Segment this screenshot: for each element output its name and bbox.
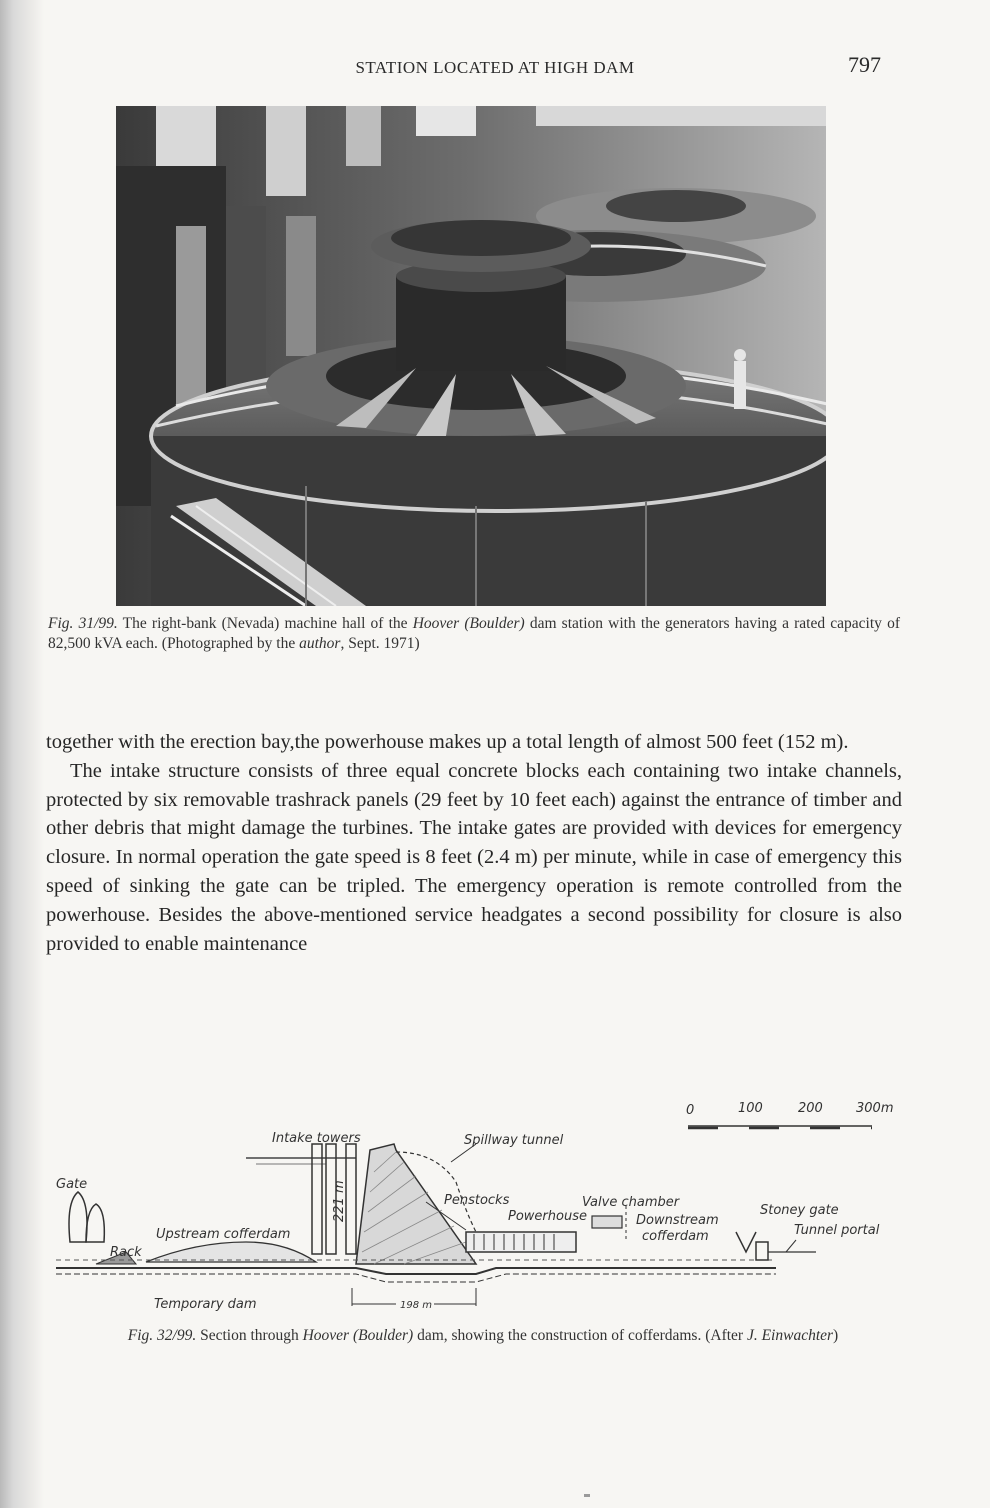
- figure-31-caption-text-a: The right-bank (Nevada) machine hall of the: [122, 615, 408, 632]
- figure-32-caption-text-b: dam, showing the construction of cofferdams. (After: [417, 1327, 744, 1344]
- figure-31-dam-name: Hoover (Boulder): [412, 615, 525, 632]
- powerhouse-shape: [466, 1232, 576, 1252]
- figure-31-caption-text-c: , Sept. 1971): [340, 635, 420, 652]
- figure-31-number: Fig. 31/99.: [48, 615, 118, 632]
- spillway-tunnel-label: Spillway tunnel: [464, 1133, 564, 1148]
- figure-32-caption-text-c: ): [833, 1327, 839, 1344]
- scale-label-200: 200: [798, 1101, 823, 1116]
- temporary-dam-label: Temporary dam: [154, 1297, 257, 1312]
- scale-label-100: 100: [738, 1101, 763, 1116]
- intake-tower-1: [312, 1144, 322, 1254]
- figure-32-number: Fig. 32/99.: [127, 1327, 197, 1344]
- upstream-cofferdam-label: Upstream cofferdam: [156, 1227, 291, 1242]
- machine-hall-photo: [116, 106, 826, 606]
- downstream-label: Downstream: [636, 1213, 719, 1228]
- gate-shape: [69, 1192, 87, 1242]
- rack-shape: [86, 1204, 104, 1242]
- figure-32-caption: [48, 1326, 918, 1346]
- tunnel-portal-shape: [756, 1242, 768, 1260]
- valve-chamber-label: Valve chamber: [582, 1195, 680, 1210]
- river-bed-line: [56, 1268, 776, 1274]
- rack-label: Rack: [110, 1245, 142, 1260]
- tunnel-portal-leader: [786, 1240, 796, 1252]
- dam-height-label: 221 m: [332, 1180, 347, 1222]
- print-smudge: [584, 1494, 590, 1497]
- body-paragraph-1: together with the erection bay,the powerhouse makes up a total length of almost 500 feet (152 m).: [46, 731, 849, 753]
- generator-hall-illustration: [116, 106, 826, 606]
- scale-label-0: 0: [686, 1103, 695, 1118]
- base-width-label: 198 m: [400, 1300, 433, 1311]
- figure-31-caption: [48, 614, 900, 654]
- valve-chamber-shape: [592, 1216, 622, 1228]
- page-gutter-shadow: [0, 0, 44, 1508]
- intake-towers-label: Intake towers: [272, 1131, 361, 1146]
- tunnel-portal-label: Tunnel portal: [794, 1223, 880, 1238]
- figure-31-author: author: [299, 635, 341, 652]
- penstocks-label: Penstocks: [444, 1193, 510, 1208]
- figure-31-caption-text-b: dam station with the generators having a rated capacity of 82,500 kVA each. (Photographed by the: [48, 615, 900, 652]
- body-text: [46, 728, 902, 958]
- scale-label-300: 300m: [856, 1101, 894, 1116]
- figure-32-dam-name: Hoover (Boulder): [302, 1327, 414, 1344]
- powerhouse-label: Powerhouse: [508, 1209, 587, 1224]
- figure-32-after-name: J. Einwachter: [746, 1327, 834, 1344]
- body-paragraph-2: The intake structure consists of three equal concrete blocks each containing two intake channels, protected by six removable trashrack panels (29 feet by 10 feet each) against the entrance of timber and other debris that might damage the turbines. The intake gates are provided with devices for emergency closure. In normal operation the gate speed is 8 feet (2.4 m) per minute, while in case of emergency this speed of sinking the gate can be tripled. The emergency operation is remote controlled from the powerhouse. Besides the above-mentioned service headgates a second possibility for closure is also provided to enable maintenance: [46, 759, 902, 955]
- stoney-gate-shape: [736, 1232, 756, 1252]
- intake-tower-3: [346, 1144, 356, 1254]
- dam-section-drawing: [56, 1092, 912, 1318]
- cofferdam-label: cofferdam: [642, 1229, 709, 1244]
- upstream-cofferdam-shape: [146, 1242, 316, 1262]
- gate-label: Gate: [56, 1177, 88, 1192]
- running-head: STATION LOCATED AT HIGH DAM: [355, 58, 635, 77]
- dam-cross-section-svg: [56, 1092, 912, 1318]
- stoney-gate-label: Stoney gate: [760, 1203, 839, 1218]
- bedrock-line: [56, 1274, 776, 1282]
- page-number: 797: [848, 52, 881, 77]
- figure-32-caption-text-a: Section through: [200, 1327, 299, 1344]
